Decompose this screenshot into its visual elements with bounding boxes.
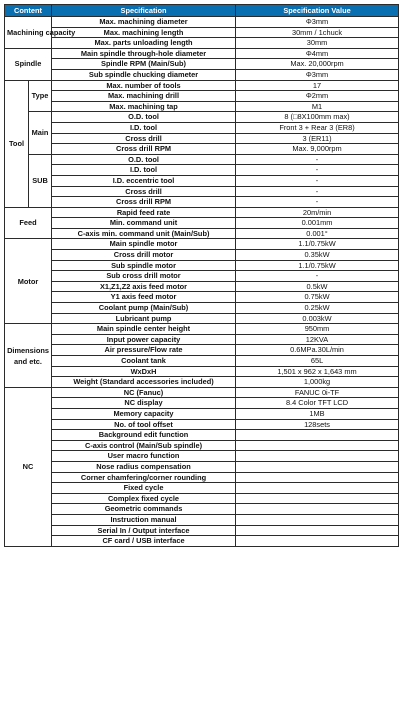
spec-label: Cross drill [52,133,236,144]
spec-label: Cross drill RPM [52,197,236,208]
table-row [5,387,399,398]
spec-value: 0.001° [236,228,399,239]
table-row [5,356,399,367]
spec-label: Rapid feed rate [52,207,236,218]
spec-label: Max. machining drill [52,91,236,102]
table-row [5,536,399,547]
table-row [5,17,399,28]
table-row [5,69,399,80]
spec-value: Φ2mm [236,91,399,102]
spec-value: 12KVA [236,334,399,345]
table-row [5,377,399,388]
table-row [5,101,399,112]
spec-label: Serial In / Output interface [52,525,236,536]
table-row [5,483,399,494]
table-row [5,345,399,356]
table-row [5,313,399,324]
spec-table-container [4,4,398,547]
table-row [5,112,399,123]
spec-label: C-axis control (Main/Sub spindle) [52,440,236,451]
spec-label: Weight (Standard accessories included) [52,377,236,388]
spec-label: O.D. tool [52,154,236,165]
spec-value: 3 (ER11) [236,133,399,144]
category-tool: Tool [5,80,29,207]
spec-value: FANUC 0i-TF [236,387,399,398]
spec-value: Φ3mm [236,17,399,28]
table-row [5,292,399,303]
subcategory-sub: SUB [29,154,52,207]
table-row [5,122,399,133]
table-row [5,281,399,292]
table-row [5,334,399,345]
spec-value [236,430,399,441]
spec-label: Max. machining tap [52,101,236,112]
table-row [5,451,399,462]
category-spindle: Spindle [5,48,52,80]
spec-value: 1.1/0.75kW [236,239,399,250]
table-row [5,419,399,430]
spec-value: 65L [236,356,399,367]
spec-value [236,440,399,451]
spec-value: 8 (□8X100mm max) [236,112,399,123]
spec-label: Cross drill motor [52,250,236,261]
spec-value: 0.25kW [236,303,399,314]
spec-label: Max. parts unloading length [52,38,236,49]
spec-label: Memory capacity [52,408,236,419]
table-row [5,207,399,218]
spec-label: I.D. tool [52,122,236,133]
spec-value [236,483,399,494]
spec-value: Φ4mm [236,48,399,59]
table-row [5,408,399,419]
spec-value: 1MB [236,408,399,419]
table-row [5,80,399,91]
table-row [5,165,399,176]
spec-value: - [236,175,399,186]
spec-value: 128sets [236,419,399,430]
spec-label: C-axis min. command unit (Main/Sub) [52,228,236,239]
table-row [5,260,399,271]
spec-label: WxDxH [52,366,236,377]
spec-label: Nose radius compensation [52,461,236,472]
table-row [5,514,399,525]
spec-label: Max. machining length [52,27,236,38]
category-machining-capacity: Machining capacity [5,17,52,49]
table-row [5,366,399,377]
table-row [5,218,399,229]
spec-value: - [236,165,399,176]
spec-value: 950mm [236,324,399,335]
spec-label: Complex fixed cycle [52,493,236,504]
subcategory-type: Type [29,80,52,112]
spec-value: 0.003kW [236,313,399,324]
spec-value [236,461,399,472]
table-row [5,271,399,282]
spec-label: Cross drill [52,186,236,197]
spec-label: Instruction manual [52,514,236,525]
spec-value [236,525,399,536]
spec-label: X1,Z1,Z2 axis feed motor [52,281,236,292]
table-row [5,303,399,314]
spec-label: I.D. eccentric tool [52,175,236,186]
spec-label: O.D. tool [52,112,236,123]
header-specification: Specification [52,5,236,17]
spec-value: 0.001mm [236,218,399,229]
spec-label: Max. machining diameter [52,17,236,28]
table-row [5,461,399,472]
table-row [5,133,399,144]
table-row [5,154,399,165]
spec-label: User macro function [52,451,236,462]
spec-value: Max. 9,000rpm [236,144,399,155]
spec-label: Max. number of tools [52,80,236,91]
table-row [5,175,399,186]
spec-value: 20m/min [236,207,399,218]
spec-label: I.D. tool [52,165,236,176]
spec-value: 0.5kW [236,281,399,292]
spec-label: Background edit function [52,430,236,441]
table-row [5,48,399,59]
spec-value: 0.6MPa.30L/min [236,345,399,356]
spec-value: Front 3 + Rear 3 (ER8) [236,122,399,133]
table-row [5,493,399,504]
spec-value: - [236,271,399,282]
table-row [5,398,399,409]
spec-label: Geometric commands [52,504,236,515]
subcategory-main: Main [29,112,52,154]
spec-label: NC display [52,398,236,409]
table-row [5,440,399,451]
spec-value [236,536,399,547]
specification-table [4,4,399,547]
spec-label: Lubricant pump [52,313,236,324]
spec-value: 30mm [236,38,399,49]
spec-value: 0.35kW [236,250,399,261]
spec-value: M1 [236,101,399,112]
spec-value: - [236,154,399,165]
spec-label: Main spindle through-hole diameter [52,48,236,59]
spec-label: CF card / USB interface [52,536,236,547]
table-row [5,186,399,197]
table-row [5,197,399,208]
spec-value: - [236,197,399,208]
table-row [5,239,399,250]
header-content: Content [5,5,52,17]
spec-value [236,514,399,525]
spec-label: NC (Fanuc) [52,387,236,398]
category-dimensions [5,324,52,388]
spec-label: Input power capacity [52,334,236,345]
table-row [5,91,399,102]
header-row [5,5,399,17]
spec-label: Coolant pump (Main/Sub) [52,303,236,314]
spec-value: 1,501 x 962 x 1,643 mm [236,366,399,377]
category-feed: Feed [5,207,52,239]
spec-value: 0.75kW [236,292,399,303]
spec-value: Max. 20,000rpm [236,59,399,70]
table-row [5,324,399,335]
spec-label: No. of tool offset [52,419,236,430]
spec-value [236,451,399,462]
spec-label: Min. command unit [52,218,236,229]
spec-value: 17 [236,80,399,91]
spec-label: Main spindle motor [52,239,236,250]
spec-label: Fixed cycle [52,483,236,494]
spec-label: Spindle RPM (Main/Sub) [52,59,236,70]
spec-value: - [236,186,399,197]
table-row [5,472,399,483]
spec-label: Y1 axis feed motor [52,292,236,303]
table-row [5,59,399,70]
spec-label: Main spindle center height [52,324,236,335]
spec-label: Air pressure/Flow rate [52,345,236,356]
spec-value [236,472,399,483]
spec-label: Coolant tank [52,356,236,367]
spec-value [236,493,399,504]
table-row [5,250,399,261]
category-dimensions-label: Dimensions and etc. [7,345,49,366]
spec-label: Cross drill RPM [52,144,236,155]
table-row [5,430,399,441]
header-specification-value: Specification Value [236,5,399,17]
spec-value: Φ3mm [236,69,399,80]
spec-value [236,504,399,515]
spec-value: 1.1/0.75kW [236,260,399,271]
spec-value: 1,000kg [236,377,399,388]
spec-label: Corner chamfering/corner rounding [52,472,236,483]
category-motor: Motor [5,239,52,324]
spec-label: Sub spindle motor [52,260,236,271]
table-row [5,504,399,515]
table-row [5,38,399,49]
table-row [5,525,399,536]
spec-value: 8.4 Color TFT LCD [236,398,399,409]
spec-value: 30mm / 1chuck [236,27,399,38]
table-row [5,228,399,239]
table-row [5,144,399,155]
category-nc: NC [5,387,52,546]
spec-label: Sub cross drill motor [52,271,236,282]
spec-label: Sub spindle chucking diameter [52,69,236,80]
